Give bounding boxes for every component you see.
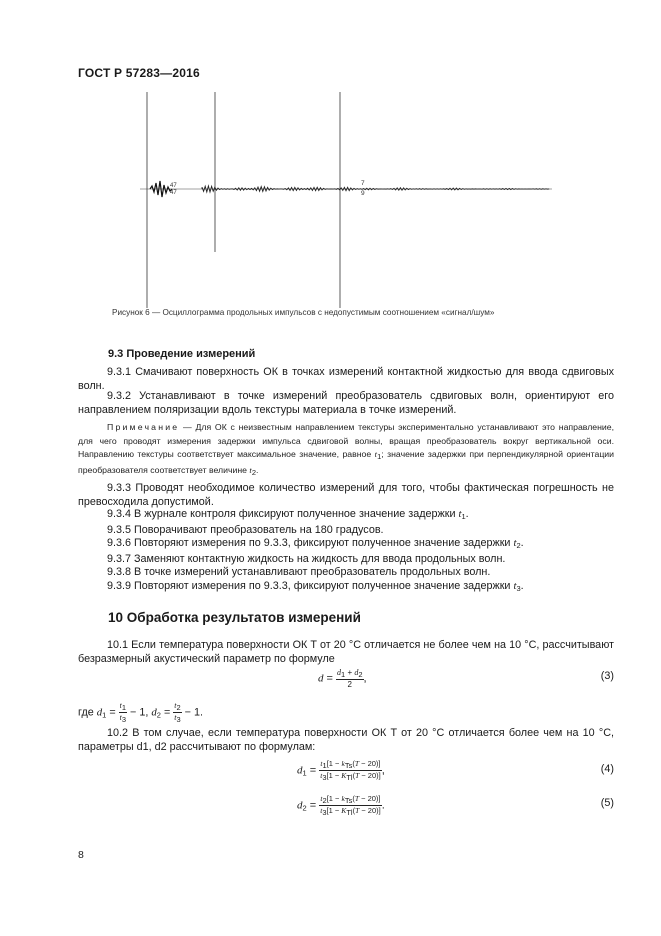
where-definitions: где $d_1$ = $\frac{t_1}{t_3}$ − 1, $d_2$ = $\frac{t_2}{t_3}$ − 1. <box>78 701 203 724</box>
equation-number-4: (4) <box>600 763 614 775</box>
paragraph-10-1: 10.1 Если температура поверхности ОК T от 20 °С отличается не более чем на 10 °С, рассчитывают безразмерный акустический параметр по формуле <box>78 639 614 665</box>
oscillogram-figure <box>120 92 570 312</box>
equation-number-5: (5) <box>600 797 614 809</box>
figure-caption: Рисунок 6 — Осциллограмма продольных импульсов с недопустимым соотношением «сигнал/шум» <box>112 308 495 317</box>
section-heading-9-3: 9.3 Проведение измерений <box>108 348 256 360</box>
list-item: 9.3.5 Поворачивают преобразователь на 180 градусов. <box>107 523 384 536</box>
equation-4: $d_1$ = $\frac{t_1[1 - k_{Ts}(T - 20)]}{t_3[1 - K_{Tl}(T - 20)]}$ , <box>297 759 385 782</box>
echo-signal-1 <box>150 181 172 197</box>
list-item: 9.3.7 Заменяют контактную жидкость на жидкость для ввода продольных волн. <box>107 552 506 565</box>
list-item: 9.3.9 Повторяют измерения по 9.3.3, фиксируют полученное значение задержки $t_3$. <box>107 579 524 593</box>
equation-3: d = $\frac{d_1 + d_2}{2}$ , <box>318 668 367 689</box>
label-b: 47 <box>170 190 177 196</box>
label-d: 9 <box>361 190 365 197</box>
paragraph-9-3-3: 9.3.3 Проводят необходимое количество измерений для того, чтобы фактическая погрешность не превосходила допустимой. <box>78 482 614 508</box>
note-paragraph: Примечание — Для ОК с неизвестным направлением текстуры экспериментально устанавливают это направление, для чего проводят измерения задержки импульса сдвиговой волны, вращая преобразователь вокруг вертикальной оси. Направлению текстуры соответствует максимальное значение, равное $t_1$; значение задержки при перпендикулярной ориентации преобразователя соответствует величине $t_2$. <box>78 422 615 477</box>
label-c: 7 <box>361 180 365 187</box>
equation-number-3: (3) <box>600 670 614 682</box>
equation-5: $d_2$ = $\frac{t_2[1 - k_{Ts}(T - 20)]}{t_3[1 - K_{Tl}(T - 20)]}$ . <box>297 794 385 817</box>
list-item: 9.3.6 Повторяют измерения по 9.3.3, фиксируют полученное значение задержки $t_2$. <box>107 537 524 550</box>
label-a: 47 <box>170 183 177 189</box>
page-number: 8 <box>78 849 84 861</box>
document-header: ГОСТ Р 57283—2016 <box>78 66 200 80</box>
list-item: 9.3.4 В журнале контроля фиксируют полученное значение задержки $t_1$. <box>107 508 469 521</box>
paragraph-10-2: 10.2 В том случае, если температура поверхности ОК T от 20 °С отличается более чем на 10 °С, параметры d1, d2 рассчитывают по формулам: <box>78 727 614 753</box>
noise-signal <box>202 186 549 192</box>
steps-list <box>107 508 524 595</box>
section-heading-10: 10 Обработка результатов измерений <box>108 610 361 625</box>
paragraph-9-3-1: 9.3.1 Смачивают поверхность ОК в точках измерений контактной жидкостью для ввода сдвиговых волн. <box>78 366 614 392</box>
list-item: 9.3.8 В точке измерений устанавливают преобразователь продольных волн. <box>107 566 491 578</box>
paragraph-9-3-2: 9.3.2 Устанавливают в точке измерений преобразователь сдвиговых волн, ориентируют его направлением поляризации вдоль текстуры материала в точке измерений. <box>78 390 614 416</box>
